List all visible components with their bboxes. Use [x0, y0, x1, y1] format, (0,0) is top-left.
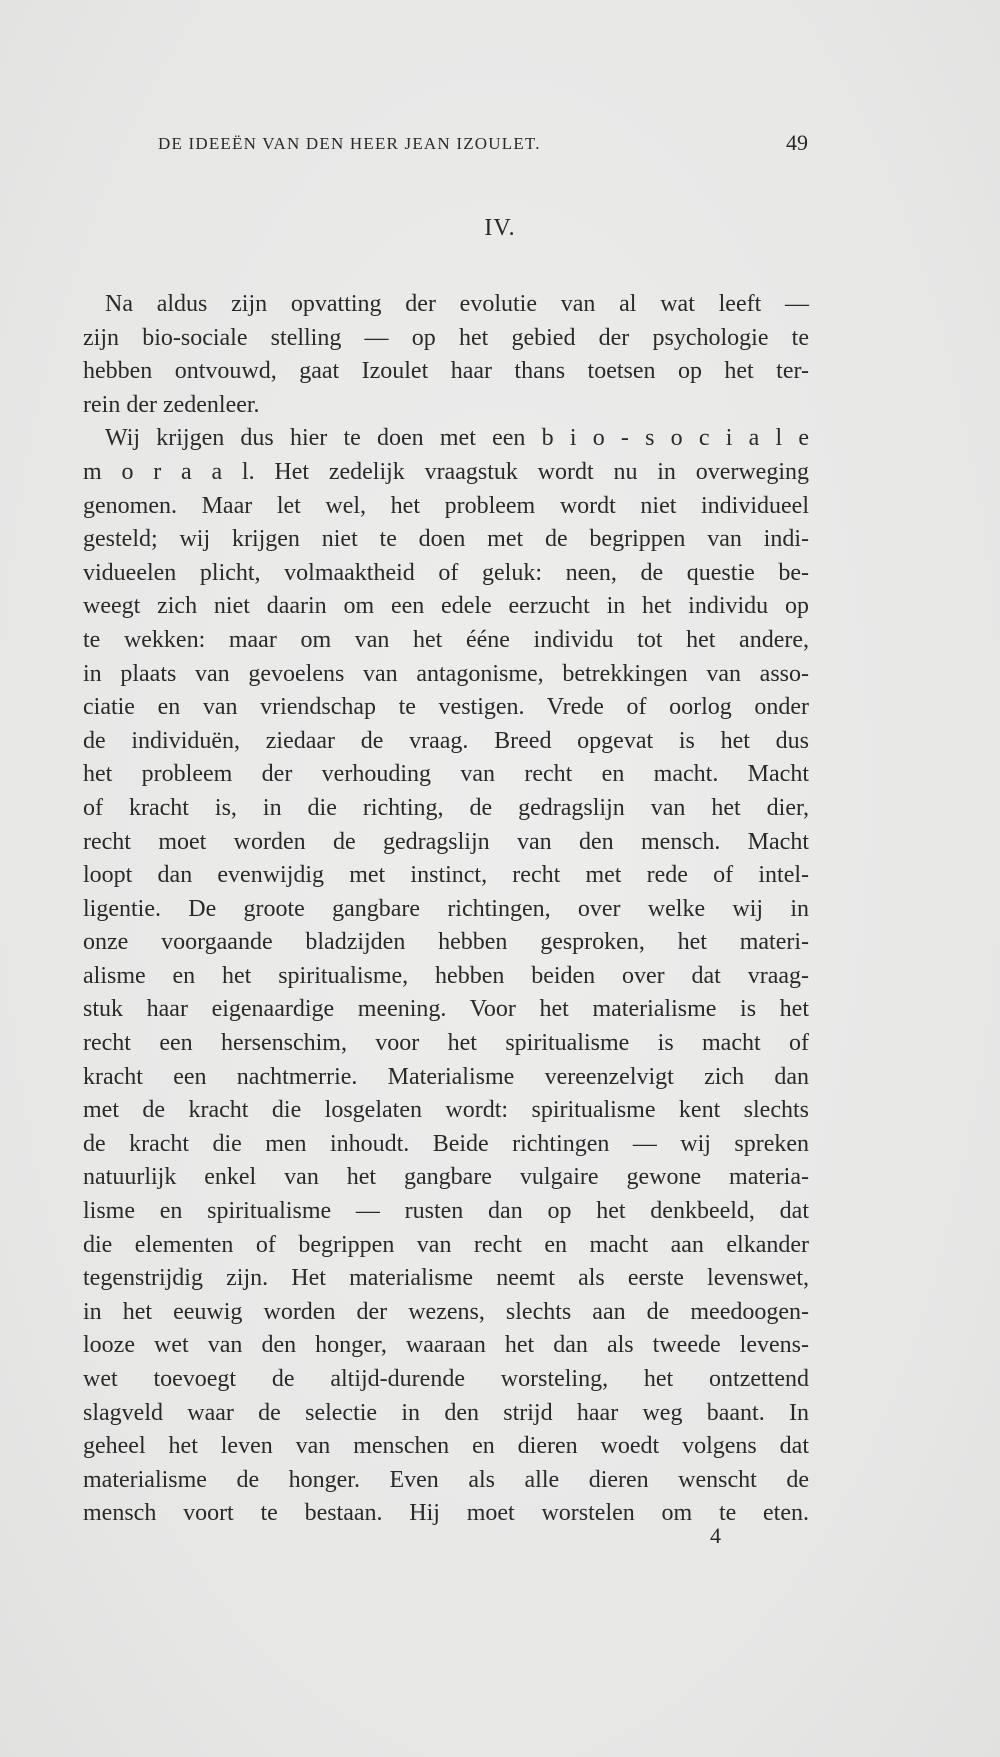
text-line: hebben ontvouwd, gaat Izoulet haar thans toetsen op het ter-	[83, 358, 809, 385]
body-text	[83, 288, 809, 1531]
text-line: ligentie. De groote gangbare richtingen, over welke wij in	[83, 895, 809, 922]
text-line: natuurlijk enkel van het gangbare vulgaire gewone materia-	[83, 1164, 809, 1191]
text-line: lisme en spiritualisme — rusten dan op het denkbeeld, dat	[83, 1198, 809, 1225]
text-line: wet toevoegt de altijd-durende worsteling, het ontzettend	[83, 1366, 809, 1392]
text-line: tegenstrijdig zijn. Het materialisme neemt als eerste levenswet,	[83, 1265, 809, 1292]
running-title: DE IDEEËN VAN DEN HEER JEAN IZOULET.	[158, 134, 541, 153]
text-line: de kracht die men inhoudt. Beide richtingen — wij spreken	[83, 1130, 809, 1157]
text-line: recht moet worden de gedragslijn van den mensch. Macht	[83, 828, 809, 855]
text-line: het probleem der verhouding van recht en macht. Macht	[83, 761, 809, 788]
text-line: die elementen of begrippen van recht en macht aan elkander	[83, 1231, 809, 1258]
text-line: te wekken: maar om van het ééne individu tot het andere,	[83, 626, 809, 653]
text-line: recht een hersenschim, voor het spiritualisme is macht of	[83, 1030, 809, 1057]
text-line: stuk haar eigenaardige meening. Voor het materialisme is het	[83, 996, 809, 1023]
text-line: onze voorgaande bladzijden hebben gesproken, het materi-	[83, 929, 809, 956]
text-line: vidueelen plicht, volmaaktheid of geluk: neen, de questie be-	[83, 559, 809, 586]
text-line: weegt zich niet daarin om een edele eerzucht in het individu op	[83, 593, 809, 620]
text-line: kracht een nachtmerrie. Materialisme vereenzelvigt zich dan	[83, 1063, 809, 1090]
text-line: in het eeuwig worden der wezens, slechts aan de meedoogen-	[83, 1298, 809, 1325]
text-line: of kracht is, in die richting, de gedragslijn van het dier,	[83, 794, 809, 821]
text-line: zijn bio-sociale stelling — op het gebied der psychologie te	[83, 324, 809, 351]
text-line: alisme en het spiritualisme, hebben beiden over dat vraag-	[83, 962, 809, 989]
text-line: de individuën, ziedaar de vraag. Breed opgevat is het dus	[83, 727, 809, 754]
text-line: in plaats van gevoelens van antagonisme, betrekkingen van asso-	[83, 660, 809, 687]
text-line: Na aldus zijn opvatting der evolutie van al wat leeft —	[105, 291, 809, 317]
page-number: 49	[786, 130, 808, 155]
text-line: met de kracht die losgelaten wordt: spiritualisme kent slechts	[83, 1097, 809, 1124]
text-line: m o r a a l. Het zedelijk vraagstuk wordt nu in overweging	[83, 458, 809, 485]
text-line: geheel het leven van menschen en dieren woedt volgens dat	[83, 1433, 809, 1460]
text-line: looze wet van den honger, waaraan het dan als tweede levens-	[83, 1332, 809, 1359]
text-line: gesteld; wij krijgen niet te doen met de begrippen van indi-	[83, 526, 809, 553]
text-line: materialisme de honger. Even als alle dieren wenscht de	[83, 1466, 809, 1493]
signature-mark: 4	[710, 1523, 721, 1548]
text-line: loopt dan evenwijdig met instinct, recht met rede of intel-	[83, 862, 809, 889]
text-line: rein der zedenleer.	[83, 391, 260, 418]
text-line: slagveld waar de selectie in den strijd haar weg baant. In	[83, 1399, 809, 1426]
running-head	[158, 130, 808, 160]
text-line: mensch voort te bestaan. Hij moet worstelen om te eten.	[83, 1500, 809, 1527]
section-title: IV.	[484, 215, 516, 241]
text-line: genomen. Maar let wel, het probleem wordt niet individueel	[83, 492, 809, 519]
text-line: ciatie en van vriendschap te vestigen. Vrede of oorlog onder	[83, 694, 809, 721]
text-line: Wij krijgen dus hier te doen met een b i o - s o c i a l e	[105, 425, 809, 452]
